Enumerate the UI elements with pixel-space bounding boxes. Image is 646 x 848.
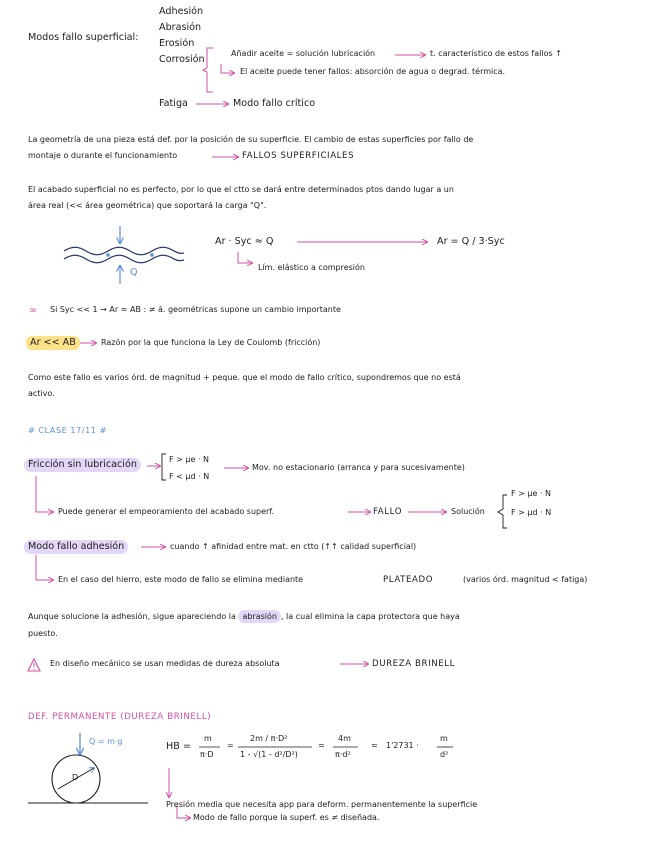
dureza-brinell: DUREZA BRINELL: [372, 659, 456, 669]
f4-den: d²: [440, 750, 449, 759]
contact-point-icon: [150, 253, 154, 257]
fatiga-note: Modo fallo crítico: [233, 98, 316, 109]
coulomb-text: Razón por la que funciona la Ley de Coulomb (fricción): [101, 338, 321, 347]
f4-coef: 1'2731 ·: [386, 741, 419, 750]
f2-num: 2m / π·D²: [250, 734, 288, 743]
brinell-q-label: Q = m·g: [89, 737, 123, 746]
arrow-puede: [36, 476, 53, 512]
approx-2: ≃: [371, 741, 378, 750]
rough-surface-icon-2: [64, 255, 184, 263]
friccion-fallo: FALLO: [373, 507, 403, 517]
geometria-line-2: montaje o durante el funcionamiento: [28, 151, 178, 160]
friccion-label: Fricción sin lubricación: [24, 458, 141, 472]
brinell-d-label: D: [72, 773, 79, 782]
fallo-superficial-label: Modos fallo superficial:: [28, 32, 139, 43]
contact-point-icon: [106, 253, 110, 257]
acabado-q-label: Q: [130, 267, 138, 278]
modo-text: Modo de fallo porque la superf. es ≠ diseñada.: [193, 813, 380, 822]
solucion-bracket: [498, 495, 507, 528]
presion-text: Presión media que necesita app para deform. permanentemente la superficie: [166, 800, 478, 809]
adhesion-label: Modo fallo adhesión: [24, 540, 128, 554]
hierro-tail: (varios órd. magnitud < fatiga): [463, 575, 588, 584]
solucion-s2: F > μd · N: [511, 508, 552, 517]
adhesion-text: cuando ↑ afinidad entre mat. en ctto (↑↑ calidad superficial): [170, 542, 417, 551]
rough-surface-icon: [64, 247, 184, 255]
abrasion-note-1: Añadir aceite = solución lubricación: [231, 49, 376, 58]
fallos-superficiales: FALLOS SUPERFICIALES: [242, 151, 355, 161]
approx-1: ≃: [318, 741, 325, 750]
abrasion-par-c: , la cual elimina la capa protectora que haya: [280, 612, 460, 621]
abrasion-highlight: abrasión: [238, 610, 281, 623]
f3-den: π·d²: [335, 750, 351, 759]
mode-erosion: Erosión: [159, 38, 195, 49]
abrasion-par-line-1: [28, 613, 460, 621]
mode-corrosion: Corrosión: [159, 54, 205, 65]
geometria-line-1: La geometría de una pieza está def. por la posición de su superficie. El cambio de estas superficies por fallo de: [28, 135, 474, 144]
critico-line-2: activo.: [28, 389, 55, 398]
warning-text: En diseño mecánico se usan medidas de dureza absoluta: [50, 659, 280, 668]
lim-elastico-note: Lím. elástico a compresión: [258, 263, 365, 272]
friccion-mov: Mov. no estacionario (arranca y para sucesivamente): [252, 463, 465, 472]
friccion-f1: F > μe · N: [169, 455, 210, 464]
plateado: PLATEADO: [383, 575, 434, 585]
f2-den: 1 - √(1 - d²/D²): [240, 750, 298, 759]
friccion-bracket: [162, 454, 166, 480]
acabado-line-2: área real (<< área geométrica) que soportará la carga "Q".: [28, 201, 267, 210]
arrow-hierro: [36, 555, 53, 580]
eq-ar-result: Ar = Q / 3·Syc: [437, 236, 505, 247]
solucion-s1: F > μe · N: [511, 489, 552, 498]
arrow-lim-elastico: [238, 252, 252, 263]
friccion-puede: Puede generar el empeoramiento del acabado superf.: [58, 507, 275, 516]
eq-ar-syc: Ar · Syc ≈ Q: [215, 236, 274, 247]
f4-num: m: [440, 734, 448, 743]
mode-abrasion: Abrasión: [159, 22, 202, 33]
f3-num: 4m: [338, 734, 351, 743]
abrasion-note-1b: t. característico de estos fallos ↑: [430, 49, 562, 58]
ar-ab-highlight: Ar << AB: [26, 336, 80, 350]
nota-syc-text: Si Syc << 1 → Ar ≈ AB : ≠ á. geométricas supone un cambio importante: [50, 305, 341, 314]
f1-den: π·D: [200, 750, 214, 759]
hierro-text: En el caso del hierro, este modo de fallo se elimina mediante: [58, 575, 304, 584]
friccion-f2: F < μd · N: [169, 472, 210, 481]
f1-num: m: [204, 734, 212, 743]
abrasion-par-line-2: puesto.: [28, 629, 58, 638]
friccion-solucion: Solución: [451, 507, 485, 516]
hb-label: HB =: [166, 741, 191, 752]
clase-heading: # CLASE 17/11 #: [28, 426, 107, 435]
def-permanente-title: DEF. PERMANENTE (DUREZA BRINELL): [28, 712, 212, 722]
nota-syc-prefix: ∞: [29, 305, 37, 316]
arrow-abrasion-2: [221, 64, 234, 73]
acabado-line-1: El acabado superficial no es perfecto, por lo que el ctto se dará entre determinados ptos dando lugar a un: [28, 185, 454, 194]
abrasion-par-a: Aunque solucione la adhesión, sigue apareciendo la: [28, 612, 236, 621]
mode-fatiga: Fatiga: [159, 98, 188, 109]
mode-adhesion: Adhesión: [159, 6, 204, 17]
critico-line-1: Como este fallo es varios órd. de magnitud + peque. que el modo de fallo crítico, supondremos que no está: [28, 373, 461, 382]
abrasion-note-2: El aceite puede tener fallos: absorción de agua o degrad. térmica.: [240, 67, 506, 76]
